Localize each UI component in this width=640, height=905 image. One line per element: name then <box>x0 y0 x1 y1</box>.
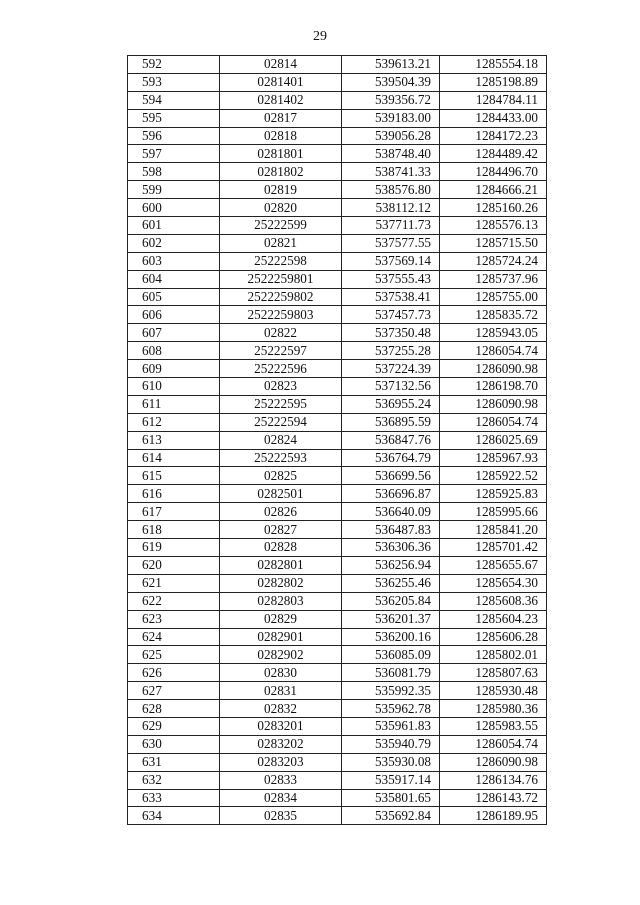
row-number-cell: 597 <box>128 145 220 163</box>
row-number-cell: 617 <box>128 503 220 521</box>
point-id-cell: 02835 <box>220 807 342 825</box>
x-coordinate-cell: 535917.14 <box>342 771 440 789</box>
row-number-cell: 632 <box>128 771 220 789</box>
point-id-cell: 0282501 <box>220 485 342 503</box>
x-coordinate-cell: 537457.73 <box>342 306 440 324</box>
table-row <box>128 539 547 557</box>
table-row <box>128 234 547 252</box>
row-number-cell: 595 <box>128 109 220 127</box>
x-coordinate-cell: 538576.80 <box>342 181 440 199</box>
y-coordinate-cell: 1285922.52 <box>440 467 547 485</box>
y-coordinate-cell: 1285606.28 <box>440 628 547 646</box>
row-number-cell: 616 <box>128 485 220 503</box>
y-coordinate-cell: 1285554.18 <box>440 56 547 74</box>
y-coordinate-cell: 1284172.23 <box>440 127 547 145</box>
point-id-cell: 25222595 <box>220 395 342 413</box>
point-id-cell: 02814 <box>220 56 342 74</box>
table-row <box>128 807 547 825</box>
table-row <box>128 610 547 628</box>
y-coordinate-cell: 1286054.74 <box>440 413 547 431</box>
row-number-cell: 602 <box>128 234 220 252</box>
y-coordinate-cell: 1285715.50 <box>440 234 547 252</box>
x-coordinate-cell: 536696.87 <box>342 485 440 503</box>
table-row <box>128 467 547 485</box>
y-coordinate-cell: 1286090.98 <box>440 395 547 413</box>
point-id-cell: 0283201 <box>220 717 342 735</box>
table-row <box>128 521 547 539</box>
table-row <box>128 270 547 288</box>
x-coordinate-cell: 536205.84 <box>342 592 440 610</box>
point-id-cell: 0282802 <box>220 574 342 592</box>
row-number-cell: 596 <box>128 127 220 145</box>
row-number-cell: 603 <box>128 252 220 270</box>
point-id-cell: 02832 <box>220 700 342 718</box>
point-id-cell: 02821 <box>220 234 342 252</box>
point-id-cell: 0282803 <box>220 592 342 610</box>
y-coordinate-cell: 1285655.67 <box>440 556 547 574</box>
x-coordinate-cell: 535801.65 <box>342 789 440 807</box>
x-coordinate-cell: 539056.28 <box>342 127 440 145</box>
row-number-cell: 605 <box>128 288 220 306</box>
row-number-cell: 607 <box>128 324 220 342</box>
row-number-cell: 593 <box>128 73 220 91</box>
table-row <box>128 628 547 646</box>
point-id-cell: 02834 <box>220 789 342 807</box>
point-id-cell: 2522259803 <box>220 306 342 324</box>
point-id-cell: 02826 <box>220 503 342 521</box>
row-number-cell: 628 <box>128 700 220 718</box>
point-id-cell: 02824 <box>220 431 342 449</box>
point-id-cell: 02818 <box>220 127 342 145</box>
table-row <box>128 378 547 396</box>
row-number-cell: 611 <box>128 395 220 413</box>
point-id-cell: 25222594 <box>220 413 342 431</box>
table-row <box>128 56 547 74</box>
x-coordinate-cell: 535940.79 <box>342 735 440 753</box>
table-row <box>128 413 547 431</box>
x-coordinate-cell: 536764.79 <box>342 449 440 467</box>
row-number-cell: 613 <box>128 431 220 449</box>
x-coordinate-cell: 538112.12 <box>342 199 440 217</box>
point-id-cell: 02831 <box>220 682 342 700</box>
row-number-cell: 599 <box>128 181 220 199</box>
table-row <box>128 449 547 467</box>
point-id-cell: 02827 <box>220 521 342 539</box>
y-coordinate-cell: 1286025.69 <box>440 431 547 449</box>
x-coordinate-cell: 536895.59 <box>342 413 440 431</box>
x-coordinate-cell: 536200.16 <box>342 628 440 646</box>
x-coordinate-cell: 539183.00 <box>342 109 440 127</box>
row-number-cell: 624 <box>128 628 220 646</box>
y-coordinate-cell: 1285654.30 <box>440 574 547 592</box>
y-coordinate-cell: 1285608.36 <box>440 592 547 610</box>
row-number-cell: 629 <box>128 717 220 735</box>
point-id-cell: 0281801 <box>220 145 342 163</box>
point-id-cell: 02823 <box>220 378 342 396</box>
table-row <box>128 145 547 163</box>
y-coordinate-cell: 1285967.93 <box>440 449 547 467</box>
row-number-cell: 631 <box>128 753 220 771</box>
table-row <box>128 700 547 718</box>
row-number-cell: 600 <box>128 199 220 217</box>
x-coordinate-cell: 537132.56 <box>342 378 440 396</box>
table-row <box>128 342 547 360</box>
y-coordinate-cell: 1285802.01 <box>440 646 547 664</box>
table-row <box>128 431 547 449</box>
row-number-cell: 620 <box>128 556 220 574</box>
y-coordinate-cell: 1285724.24 <box>440 252 547 270</box>
table-row <box>128 127 547 145</box>
row-number-cell: 594 <box>128 91 220 109</box>
y-coordinate-cell: 1286134.76 <box>440 771 547 789</box>
table-row <box>128 592 547 610</box>
point-id-cell: 25222596 <box>220 360 342 378</box>
y-coordinate-cell: 1285835.72 <box>440 306 547 324</box>
point-id-cell: 0282901 <box>220 628 342 646</box>
y-coordinate-cell: 1285841.20 <box>440 521 547 539</box>
row-number-cell: 625 <box>128 646 220 664</box>
table-row <box>128 288 547 306</box>
table-row <box>128 717 547 735</box>
table-row <box>128 664 547 682</box>
y-coordinate-cell: 1285807.63 <box>440 664 547 682</box>
table-row <box>128 574 547 592</box>
row-number-cell: 630 <box>128 735 220 753</box>
x-coordinate-cell: 536640.09 <box>342 503 440 521</box>
y-coordinate-cell: 1286189.95 <box>440 807 547 825</box>
y-coordinate-cell: 1286090.98 <box>440 360 547 378</box>
table-row <box>128 181 547 199</box>
x-coordinate-cell: 537711.73 <box>342 217 440 235</box>
row-number-cell: 614 <box>128 449 220 467</box>
y-coordinate-cell: 1285943.05 <box>440 324 547 342</box>
point-id-cell: 0281402 <box>220 91 342 109</box>
x-coordinate-cell: 536255.46 <box>342 574 440 592</box>
row-number-cell: 592 <box>128 56 220 74</box>
y-coordinate-cell: 1285576.13 <box>440 217 547 235</box>
table-row <box>128 753 547 771</box>
point-id-cell: 02825 <box>220 467 342 485</box>
x-coordinate-cell: 536201.37 <box>342 610 440 628</box>
row-number-cell: 633 <box>128 789 220 807</box>
row-number-cell: 604 <box>128 270 220 288</box>
point-id-cell: 02822 <box>220 324 342 342</box>
y-coordinate-cell: 1286054.74 <box>440 735 547 753</box>
table-row <box>128 109 547 127</box>
point-id-cell: 02830 <box>220 664 342 682</box>
table-row <box>128 73 547 91</box>
y-coordinate-cell: 1285925.83 <box>440 485 547 503</box>
x-coordinate-cell: 538741.33 <box>342 163 440 181</box>
x-coordinate-cell: 536081.79 <box>342 664 440 682</box>
x-coordinate-cell: 535930.08 <box>342 753 440 771</box>
x-coordinate-cell: 536256.94 <box>342 556 440 574</box>
y-coordinate-cell: 1286090.98 <box>440 753 547 771</box>
table-row <box>128 646 547 664</box>
y-coordinate-cell: 1285930.48 <box>440 682 547 700</box>
table-row <box>128 91 547 109</box>
row-number-cell: 598 <box>128 163 220 181</box>
x-coordinate-cell: 538748.40 <box>342 145 440 163</box>
table-row <box>128 324 547 342</box>
row-number-cell: 601 <box>128 217 220 235</box>
y-coordinate-cell: 1285198.89 <box>440 73 547 91</box>
row-number-cell: 619 <box>128 539 220 557</box>
x-coordinate-cell: 537577.55 <box>342 234 440 252</box>
y-coordinate-cell: 1284489.42 <box>440 145 547 163</box>
table-row <box>128 682 547 700</box>
y-coordinate-cell: 1285983.55 <box>440 717 547 735</box>
y-coordinate-cell: 1286054.74 <box>440 342 547 360</box>
row-number-cell: 627 <box>128 682 220 700</box>
point-id-cell: 25222599 <box>220 217 342 235</box>
x-coordinate-cell: 535992.35 <box>342 682 440 700</box>
x-coordinate-cell: 536306.36 <box>342 539 440 557</box>
x-coordinate-cell: 537538.41 <box>342 288 440 306</box>
point-id-cell: 0281401 <box>220 73 342 91</box>
table-row <box>128 503 547 521</box>
x-coordinate-cell: 537555.43 <box>342 270 440 288</box>
table-row <box>128 306 547 324</box>
point-id-cell: 25222593 <box>220 449 342 467</box>
y-coordinate-cell: 1284784.11 <box>440 91 547 109</box>
y-coordinate-cell: 1284496.70 <box>440 163 547 181</box>
x-coordinate-cell: 535692.84 <box>342 807 440 825</box>
x-coordinate-cell: 537569.14 <box>342 252 440 270</box>
x-coordinate-cell: 539504.39 <box>342 73 440 91</box>
point-id-cell: 02817 <box>220 109 342 127</box>
x-coordinate-cell: 539356.72 <box>342 91 440 109</box>
row-number-cell: 621 <box>128 574 220 592</box>
coordinates-table-body <box>128 56 547 825</box>
point-id-cell: 0281802 <box>220 163 342 181</box>
row-number-cell: 606 <box>128 306 220 324</box>
point-id-cell: 02829 <box>220 610 342 628</box>
x-coordinate-cell: 536699.56 <box>342 467 440 485</box>
table-row <box>128 252 547 270</box>
y-coordinate-cell: 1286198.70 <box>440 378 547 396</box>
row-number-cell: 615 <box>128 467 220 485</box>
table-row <box>128 199 547 217</box>
point-id-cell: 2522259802 <box>220 288 342 306</box>
y-coordinate-cell: 1284666.21 <box>440 181 547 199</box>
point-id-cell: 02819 <box>220 181 342 199</box>
x-coordinate-cell: 537350.48 <box>342 324 440 342</box>
table-row <box>128 789 547 807</box>
table-row <box>128 163 547 181</box>
row-number-cell: 634 <box>128 807 220 825</box>
row-number-cell: 608 <box>128 342 220 360</box>
page-number: 29 <box>313 29 327 44</box>
row-number-cell: 610 <box>128 378 220 396</box>
row-number-cell: 623 <box>128 610 220 628</box>
x-coordinate-cell: 535961.83 <box>342 717 440 735</box>
point-id-cell: 0283202 <box>220 735 342 753</box>
y-coordinate-cell: 1285995.66 <box>440 503 547 521</box>
table-row <box>128 735 547 753</box>
y-coordinate-cell: 1286143.72 <box>440 789 547 807</box>
y-coordinate-cell: 1285604.23 <box>440 610 547 628</box>
y-coordinate-cell: 1285737.96 <box>440 270 547 288</box>
y-coordinate-cell: 1284433.00 <box>440 109 547 127</box>
table-row <box>128 556 547 574</box>
table-row <box>128 485 547 503</box>
x-coordinate-cell: 539613.21 <box>342 56 440 74</box>
row-number-cell: 609 <box>128 360 220 378</box>
table-row <box>128 771 547 789</box>
x-coordinate-cell: 536847.76 <box>342 431 440 449</box>
y-coordinate-cell: 1285755.00 <box>440 288 547 306</box>
coordinates-table <box>127 55 547 825</box>
x-coordinate-cell: 536487.83 <box>342 521 440 539</box>
point-id-cell: 0282801 <box>220 556 342 574</box>
point-id-cell: 0282902 <box>220 646 342 664</box>
point-id-cell: 02820 <box>220 199 342 217</box>
row-number-cell: 626 <box>128 664 220 682</box>
row-number-cell: 612 <box>128 413 220 431</box>
point-id-cell: 02828 <box>220 539 342 557</box>
x-coordinate-cell: 536955.24 <box>342 395 440 413</box>
point-id-cell: 25222598 <box>220 252 342 270</box>
x-coordinate-cell: 537255.28 <box>342 342 440 360</box>
table-row <box>128 217 547 235</box>
y-coordinate-cell: 1285701.42 <box>440 539 547 557</box>
point-id-cell: 0283203 <box>220 753 342 771</box>
table-row <box>128 395 547 413</box>
x-coordinate-cell: 537224.39 <box>342 360 440 378</box>
table-row <box>128 360 547 378</box>
y-coordinate-cell: 1285980.36 <box>440 700 547 718</box>
point-id-cell: 2522259801 <box>220 270 342 288</box>
row-number-cell: 622 <box>128 592 220 610</box>
y-coordinate-cell: 1285160.26 <box>440 199 547 217</box>
x-coordinate-cell: 535962.78 <box>342 700 440 718</box>
point-id-cell: 02833 <box>220 771 342 789</box>
point-id-cell: 25222597 <box>220 342 342 360</box>
x-coordinate-cell: 536085.09 <box>342 646 440 664</box>
row-number-cell: 618 <box>128 521 220 539</box>
